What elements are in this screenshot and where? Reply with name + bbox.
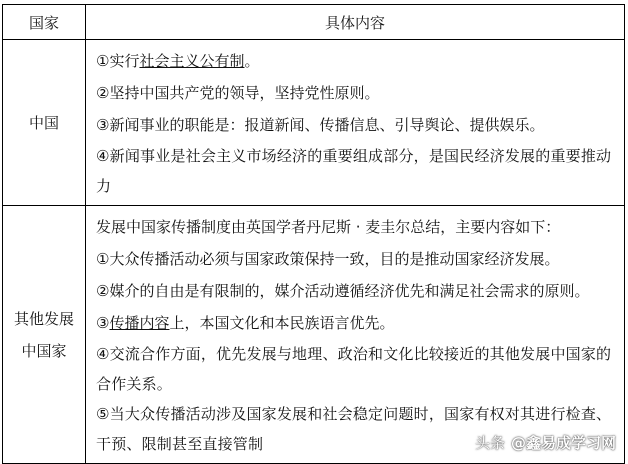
- china-item-1: [96, 45, 616, 77]
- china-item-1-prefix: ①实行: [96, 52, 140, 70]
- header-country: 国家: [3, 5, 86, 40]
- developing-item-5: ⑤当大众传播活动涉及国家发展和社会稳定问题时，国家有权对其进行检查、干预、限制甚至直接管制: [96, 405, 612, 453]
- developing-item-3: [96, 307, 616, 339]
- content-cell-china: [86, 40, 625, 206]
- developing-item-3-prefix: ③: [96, 314, 110, 332]
- link-communication-content[interactable]: 传播内容: [109, 314, 170, 332]
- watermark-brand: @鑫易成学习网: [510, 434, 616, 452]
- developing-item-1: ①大众传播活动必须与国家政策保持一致，目的是推动国家经济发展。: [96, 250, 560, 268]
- country-developing-line-2: 中国家: [21, 341, 67, 360]
- content-cell-developing: [86, 206, 625, 464]
- country-cell-developing: [3, 206, 86, 464]
- developing-item-4: ④交流合作方面，优先发展与地理、政治和文化比较接近的其他发展中国家的合作关系。: [96, 345, 612, 393]
- developing-item-3-suffix: 上，本国文化和本民族语言优先。: [169, 314, 395, 332]
- content-table: [2, 4, 625, 464]
- china-item-4: ④新闻事业是社会主义市场经济的重要组成部分，是国民经济发展的重要推动力: [96, 147, 612, 195]
- country-cell-china: 中国: [3, 40, 86, 206]
- china-item-3: ③新闻事业的职能是：报道新闻、传播信息、引导舆论、提供娱乐。: [96, 116, 545, 134]
- watermark-prefix: 头条: [474, 434, 505, 452]
- table-header-row: [3, 5, 625, 40]
- country-developing-line-1: 其他发展: [13, 309, 74, 328]
- china-item-2: ②坚持中国共产党的领导，坚持党性原则。: [96, 84, 380, 102]
- table-row-china: [3, 40, 625, 206]
- developing-intro: 发展中国家传播制度由英国学者丹尼斯 · 麦圭尔总结，主要内容如下：: [96, 218, 561, 236]
- link-public-ownership[interactable]: 社会主义公有制: [139, 52, 245, 70]
- watermark: [475, 432, 616, 453]
- header-content: 具体内容: [86, 5, 625, 40]
- developing-item-2: ②媒介的自由是有限制的，媒介活动遵循经济优先和满足社会需求的原则。: [96, 282, 590, 300]
- table-row-developing: [3, 206, 625, 464]
- china-item-1-suffix: 。: [244, 52, 260, 70]
